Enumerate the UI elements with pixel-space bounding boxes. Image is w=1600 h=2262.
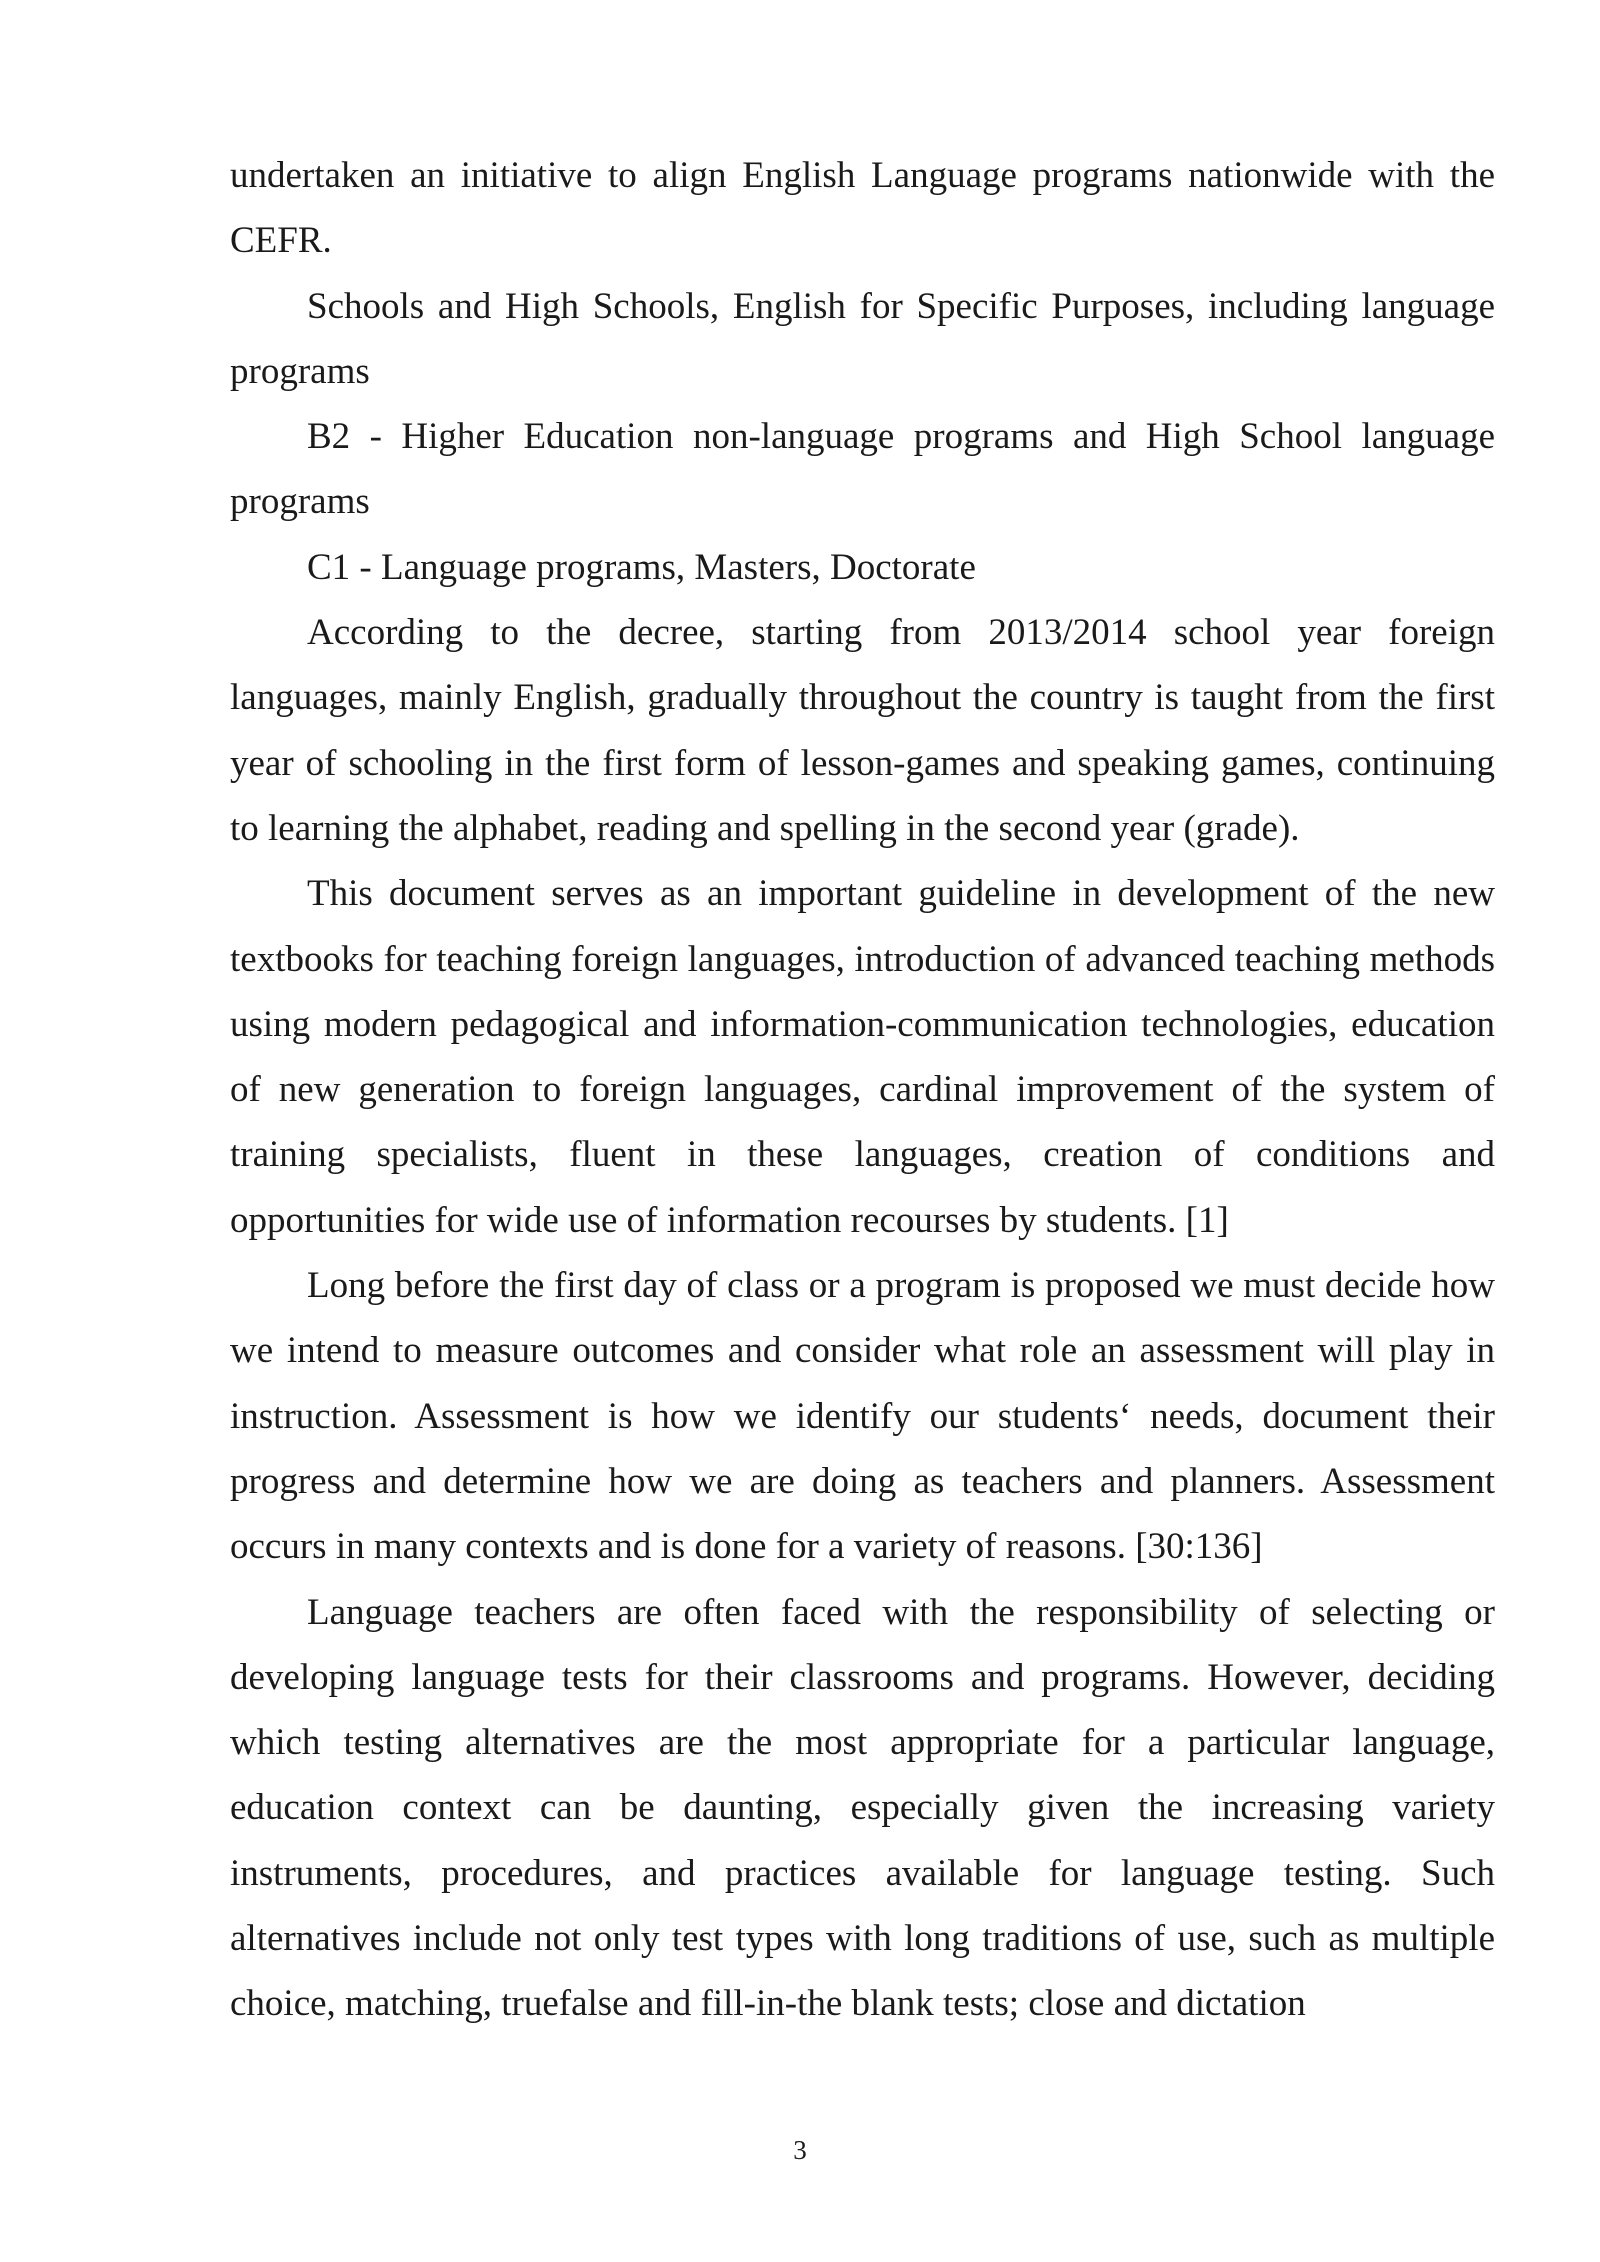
paragraph-c1-level: C1 - Language programs, Masters, Doctorate <box>307 546 976 588</box>
paragraph-b2-level: B2 - Higher Education non-language programs and High School language programs <box>230 416 1495 523</box>
document-body <box>230 143 1495 2037</box>
paragraph-continuation-cefr: undertaken an initiative to align English Language programs nationwide with the CEFR. <box>230 155 1495 262</box>
paragraph-assessment: Long before the first day of class or a program is proposed we must decide how we intend to measure outcomes and consider what role an assessment will play in instruction. Assessment is how we identify our students‘ needs, document their progress and determine how we are doing as teachers and planners. Assessment occurs in many contexts and is done for a variety of reasons. [30:136] <box>230 1265 1495 1568</box>
paragraph-decree: According to the decree, starting from 2013/2014 school year foreign languages, mainly English, gradually throughout the country is taught from the first year of schooling in the first form of lesson-games and speaking games, continuing to learning the alphabet, reading and spelling in the second year (grade). <box>230 612 1495 849</box>
paragraph-language-tests: Language teachers are often faced with the responsibility of selecting or developing language tests for their classrooms and programs. However, deciding which testing alternatives are the most appropriate for a particular language, education context can be daunting, especially given the increasing variety instruments, procedures, and practices available for language testing. Such alternatives include not only test types with long traditions of use, such as multiple choice, matching, truefalse and fill-in-the blank tests; close and dictation <box>230 1591 1495 2025</box>
paragraph-schools-level: Schools and High Schools, English for Specific Purposes, including language programs <box>230 285 1495 392</box>
paragraph-guideline: This document serves as an important guideline in development of the new textbooks for teaching foreign languages, introduction of advanced teaching methods using modern pedagogical and information-communication technologies, education of new generation to foreign languages, cardinal improvement of the system of training specialists, fluent in these languages, creation of conditions and opportunities for wide use of information recourses by students. [1] <box>230 873 1495 1241</box>
page-number: 3 <box>793 2135 807 2165</box>
